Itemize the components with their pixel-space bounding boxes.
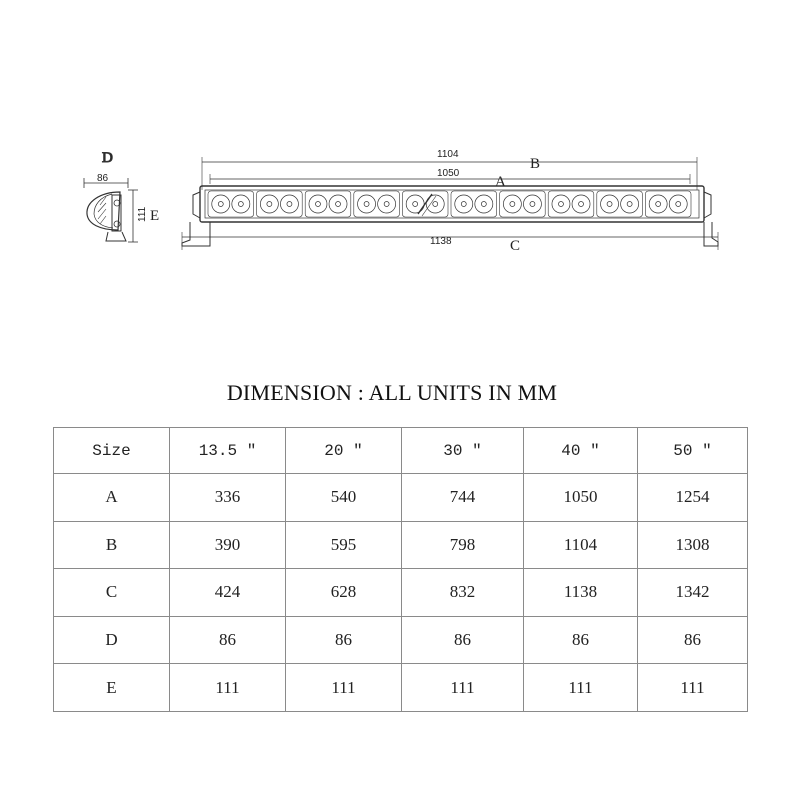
side-view-e-label: E	[150, 208, 160, 224]
table-cell: 424	[170, 569, 286, 617]
led-emitter	[218, 202, 223, 207]
table-cell: 86	[286, 616, 402, 664]
led-cells	[208, 191, 691, 217]
led-emitter	[579, 202, 584, 207]
table-header-row	[54, 428, 748, 474]
led-cell	[645, 191, 691, 217]
led-reflector	[649, 195, 667, 213]
side-view	[84, 150, 159, 242]
table-cell: 86	[638, 616, 748, 664]
led-emitter	[336, 202, 341, 207]
dim-b-value: 1104	[437, 149, 459, 160]
led-emitter	[433, 202, 438, 207]
led-emitter	[413, 202, 418, 207]
led-emitter	[676, 202, 681, 207]
led-reflector	[232, 195, 250, 213]
header-size: Size	[54, 428, 170, 474]
led-emitter	[607, 202, 612, 207]
dim-c-label: C	[510, 238, 521, 254]
led-emitter	[558, 202, 563, 207]
header-size-50: 50 "	[638, 428, 748, 474]
dimension-table	[53, 427, 748, 712]
row-label: B	[54, 521, 170, 569]
led-reflector	[475, 195, 493, 213]
table-cell: 1308	[638, 521, 748, 569]
led-cell	[451, 191, 497, 217]
header-size-30: 30 "	[402, 428, 524, 474]
led-cell	[597, 191, 643, 217]
led-reflector	[523, 195, 541, 213]
led-reflector	[552, 195, 570, 213]
led-reflector	[358, 195, 376, 213]
table-cell: 111	[402, 664, 524, 712]
table-cell: 86	[170, 616, 286, 664]
table-cell: 390	[170, 521, 286, 569]
led-cell	[305, 191, 351, 217]
led-cell	[257, 191, 303, 217]
table-cell: 1254	[638, 474, 748, 522]
header-size-20: 20 "	[286, 428, 402, 474]
table-cell: 628	[286, 569, 402, 617]
led-emitter	[461, 202, 466, 207]
table-cell: 86	[402, 616, 524, 664]
led-emitter	[510, 202, 515, 207]
table-title: DIMENSION : ALL UNITS IN MM	[226, 380, 558, 405]
led-reflector	[406, 195, 424, 213]
table-cell: 1342	[638, 569, 748, 617]
led-emitter	[315, 202, 320, 207]
table-cell: 832	[402, 569, 524, 617]
row-label: A	[54, 474, 170, 522]
row-label: E	[54, 664, 170, 712]
led-cell	[548, 191, 594, 217]
header-size-13-5: 13.5 "	[170, 428, 286, 474]
table-cell: 336	[170, 474, 286, 522]
dim-c-value: 1138	[430, 236, 452, 247]
table-cell: 798	[402, 521, 524, 569]
table-cell: 744	[402, 474, 524, 522]
led-reflector	[378, 195, 396, 213]
led-emitter	[481, 202, 486, 207]
table-cell: 1104	[524, 521, 638, 569]
led-reflector	[280, 195, 298, 213]
led-emitter	[384, 202, 389, 207]
table-cell: 111	[524, 664, 638, 712]
dim-b-label: B	[530, 156, 541, 172]
table-row	[54, 521, 748, 569]
side-view-d-label: D	[102, 150, 113, 166]
led-emitter	[238, 202, 243, 207]
table-cell: 111	[638, 664, 748, 712]
table-cell: 540	[286, 474, 402, 522]
led-emitter	[364, 202, 369, 207]
table-cell: 111	[286, 664, 402, 712]
table-cell: 111	[170, 664, 286, 712]
led-emitter	[627, 202, 632, 207]
table-row	[54, 664, 748, 712]
table-row	[54, 569, 748, 617]
led-cell	[208, 191, 254, 217]
header-size-40: 40 "	[524, 428, 638, 474]
table-row	[54, 616, 748, 664]
dim-a-label: A	[495, 174, 506, 190]
led-emitter	[267, 202, 272, 207]
led-cell	[354, 191, 400, 217]
table-row	[54, 474, 748, 522]
led-reflector	[309, 195, 327, 213]
led-reflector	[329, 195, 347, 213]
table-cell: 86	[524, 616, 638, 664]
side-view-height-value: 111	[137, 206, 148, 222]
led-reflector	[669, 195, 687, 213]
led-reflector	[212, 195, 230, 213]
led-emitter	[530, 202, 535, 207]
side-view-width-value: 86	[97, 173, 109, 184]
led-cell	[500, 191, 546, 217]
row-label: C	[54, 569, 170, 617]
led-emitter	[287, 202, 292, 207]
led-reflector	[621, 195, 639, 213]
led-emitter	[656, 202, 661, 207]
table-cell: 1050	[524, 474, 638, 522]
led-reflector	[455, 195, 473, 213]
led-reflector	[601, 195, 619, 213]
row-label: D	[54, 616, 170, 664]
front-view	[182, 149, 718, 254]
led-reflector	[260, 195, 278, 213]
dimension-drawing	[0, 0, 800, 300]
led-reflector	[503, 195, 521, 213]
dim-a-value: 1050	[437, 168, 460, 179]
table-cell: 595	[286, 521, 402, 569]
table-cell: 1138	[524, 569, 638, 617]
led-reflector	[572, 195, 590, 213]
